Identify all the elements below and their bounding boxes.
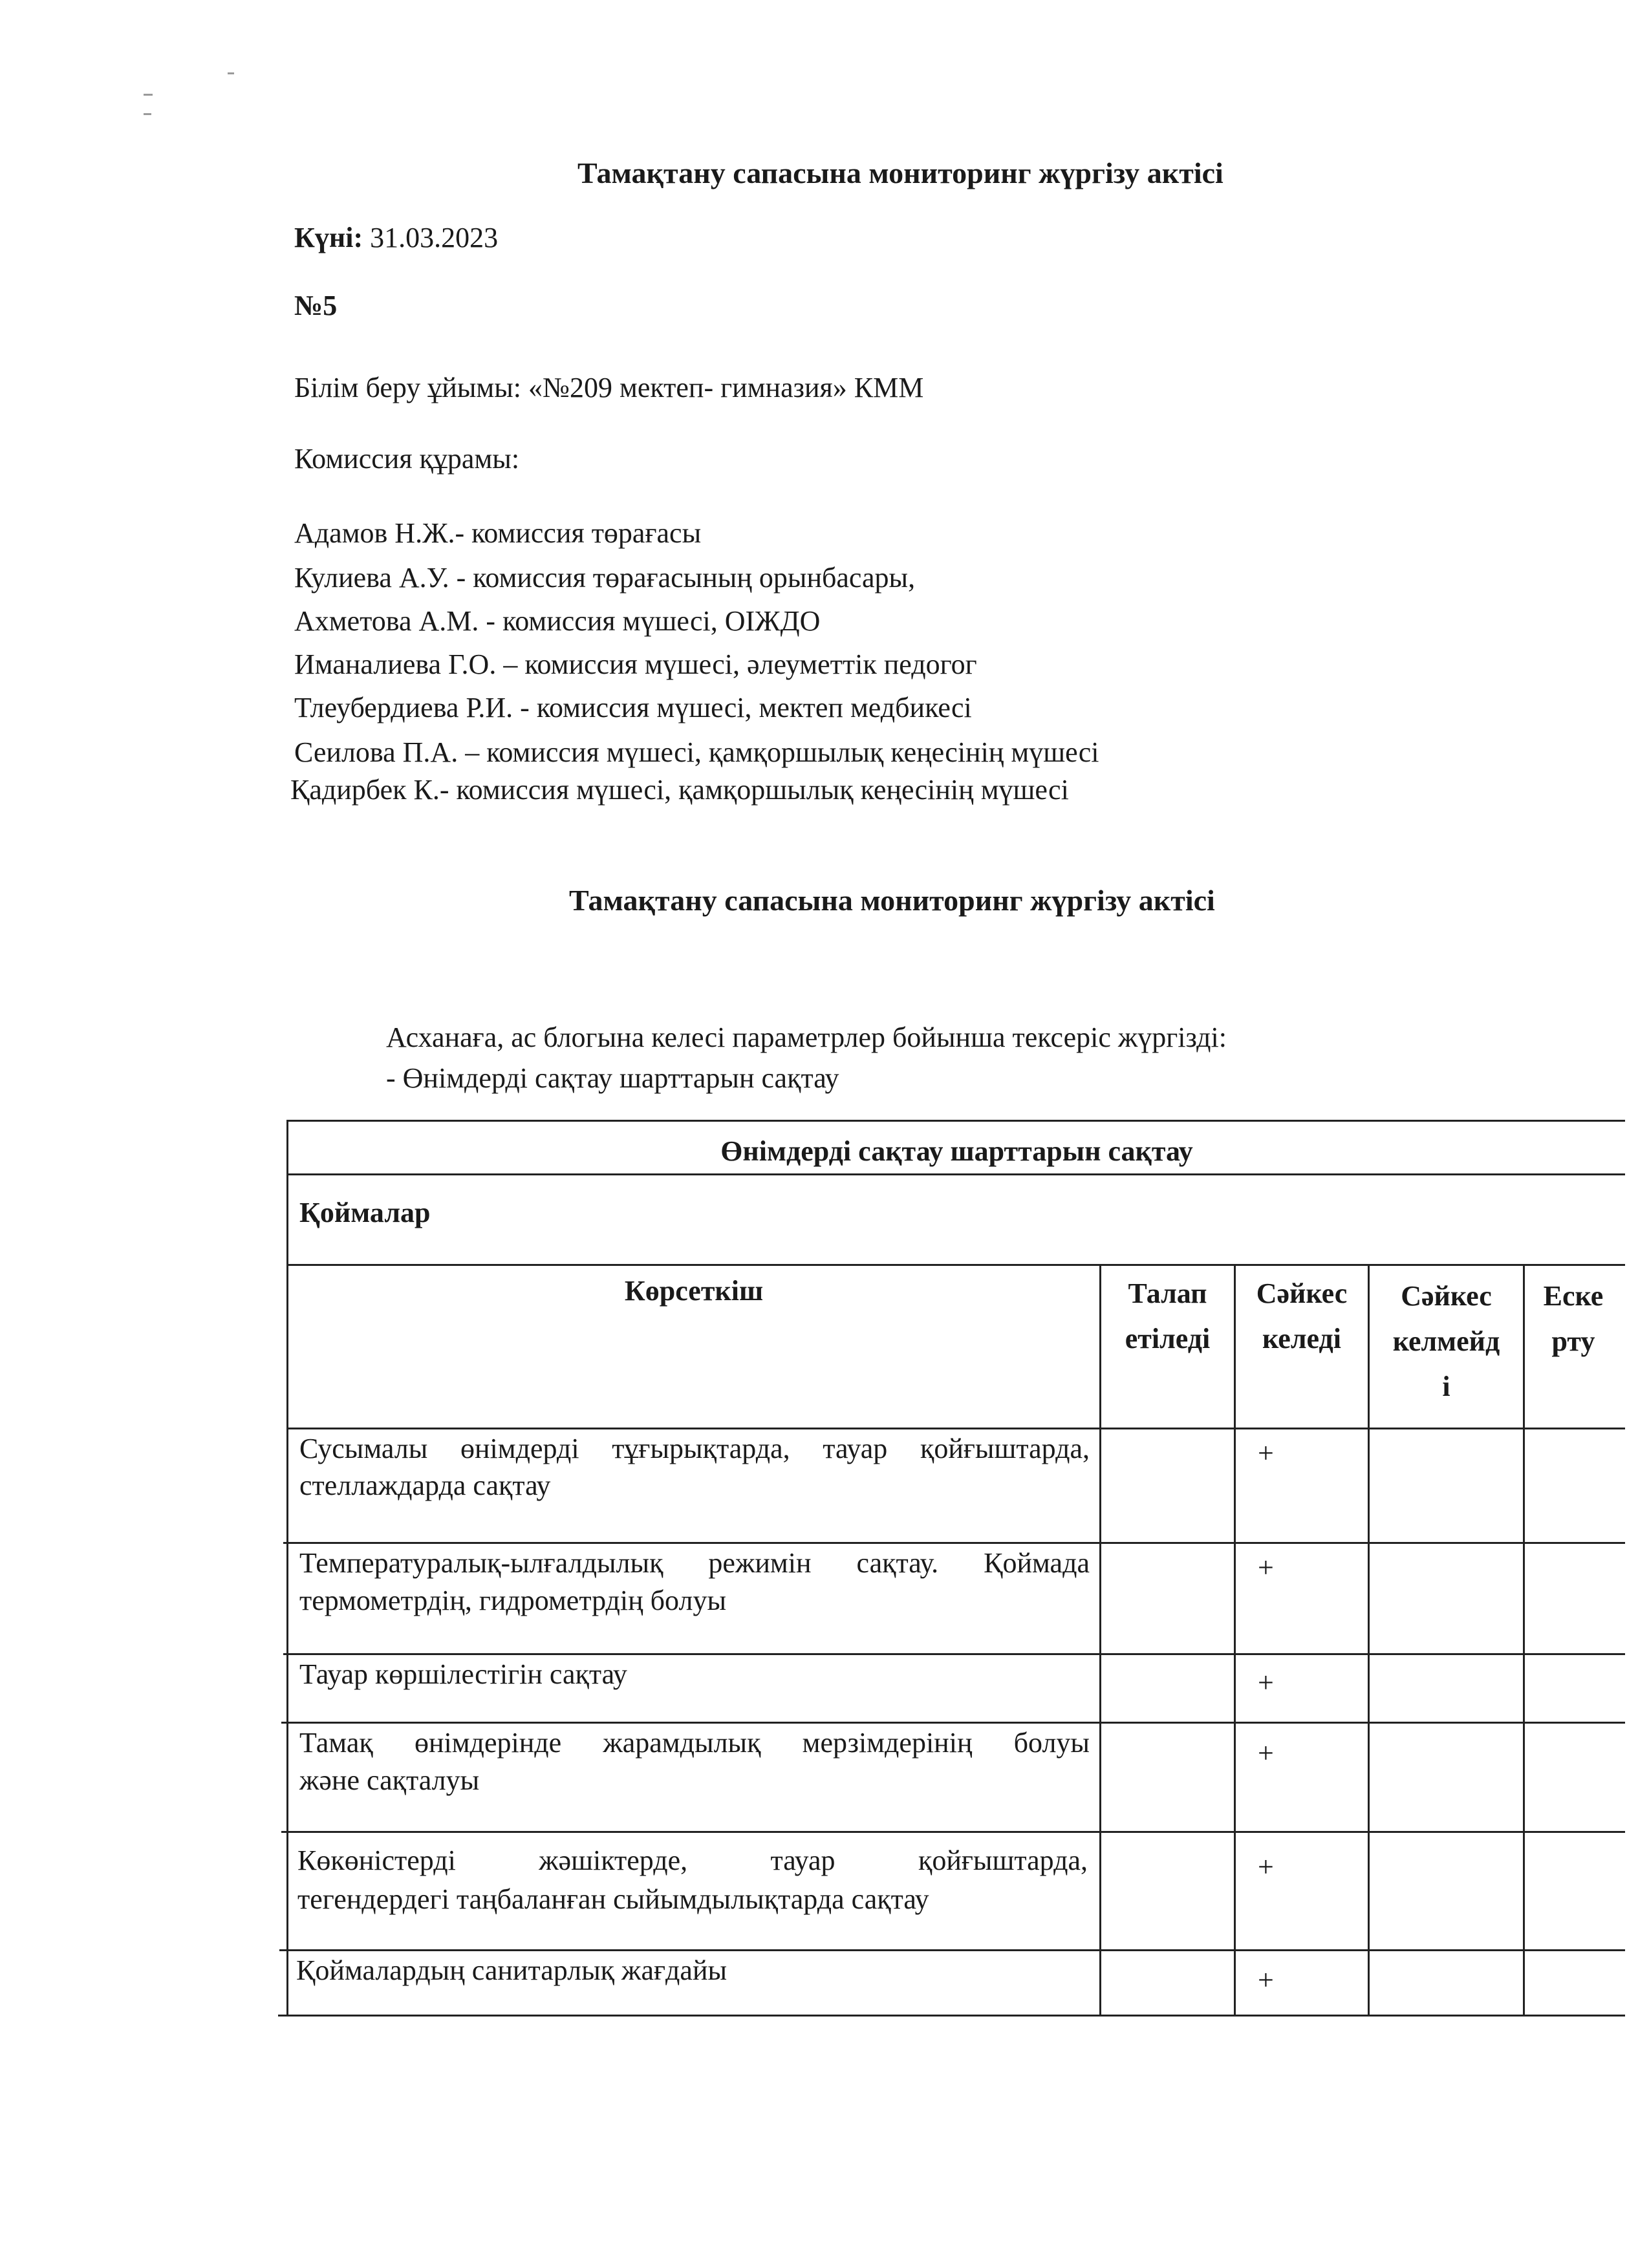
compliant-mark: + (1258, 1667, 1274, 1698)
date-label: Күні: (294, 222, 363, 253)
intro-line: - Өнімдерді сақтау шарттарын сақтау (386, 1062, 839, 1094)
document-number: №5 (294, 290, 338, 321)
indicator-text: тегендердегі таңбаланған сыйымдылықтарда сақтау (297, 1883, 929, 1915)
column-header-text: Сәйкес (1401, 1280, 1492, 1312)
table-section: Қоймалар (299, 1197, 431, 1228)
table-line (279, 1949, 1625, 1951)
compliant-mark: + (1258, 1851, 1274, 1883)
commission-member: Қадирбек К.- комиссия мүшесі, қамқоршылық кеңесінің мүшесі (290, 774, 1069, 806)
column-header-text: Сәйкес (1256, 1278, 1348, 1309)
column-header-text: рту (1551, 1325, 1595, 1357)
column-header-text: етіледі (1125, 1323, 1211, 1354)
commission-member: Иманалиева Г.О. – комиссия мүшесі, әлеуметтік педогог (294, 648, 977, 680)
indicator-text: Сусымалы өнімдерді тұғырықтарда, тауар қойғыштарда, (299, 1433, 1090, 1464)
column-header-note (1525, 1274, 1622, 1364)
table-line (281, 1722, 1625, 1724)
column-header-required (1101, 1271, 1234, 1362)
compliant-mark: + (1258, 1964, 1274, 1996)
indicator-text: Тамақ өнімдерінде жарамдылық мерзімдерінің болуы (299, 1727, 1090, 1759)
table-line (1234, 1264, 1236, 2017)
column-header-text: Талап (1128, 1278, 1207, 1309)
column-header-text: і (1442, 1371, 1450, 1402)
commission-member: Ахметова А.М. - комиссия мүшесі, ОІЖДО (294, 605, 821, 637)
indicator-text: Тауар көршілестігін сақтау (299, 1658, 627, 1690)
indicator-text: және сақталуы (299, 1764, 480, 1796)
date-value: 31.03.2023 (370, 222, 499, 253)
indicator-text: Температуралық-ылғалдылық режимін сақтау. Қоймада (299, 1547, 1090, 1579)
indicator-text: Көкөністерді жәшіктерде, тауар қойғыштарда, (297, 1845, 1088, 1876)
table-line (286, 1264, 1625, 1266)
indicator-text: стеллаждарда сақтау (299, 1470, 551, 1501)
commission-member: Адамов Н.Ж.- комиссия төрағасы (294, 517, 702, 549)
column-header-text: келмейд (1392, 1325, 1500, 1357)
commission-label: Комиссия құрамы: (294, 443, 520, 475)
scan-speck (228, 72, 234, 74)
table-line (283, 1653, 1625, 1655)
table-line (286, 1428, 1625, 1429)
commission-member: Тлеубердиева Р.И. - комиссия мүшесі, мектеп медбикесі (294, 692, 972, 723)
indicator-text: Қоймалардың санитарлық жағдайы (296, 1954, 727, 1986)
table-line (281, 1831, 1625, 1833)
table-line (1099, 1264, 1101, 2017)
table-line (1523, 1264, 1525, 2017)
commission-member: Кулиева А.У. - комиссия төрағасының орынбасары, (294, 562, 916, 594)
compliant-mark: + (1258, 1737, 1274, 1769)
scan-speck (144, 113, 151, 115)
column-header-noncompliant (1370, 1274, 1523, 1409)
commission-member: Сеилова П.А. – комиссия мүшесі, қамқоршылық кеңесінің мүшесі (294, 736, 1099, 768)
organization-line: Білім беру ұйымы: «№209 мектеп- гимназия» КММ (294, 372, 924, 403)
intro-line: Асханаға, ас блогына келесі параметрлер бойынша тексеріс жүргізді: (386, 1022, 1227, 1053)
column-header-compliant (1236, 1271, 1368, 1362)
table-line (286, 1120, 1625, 1122)
indicator-text: термометрдің, гидрометрдің болуы (299, 1585, 726, 1616)
table-line (283, 1542, 1625, 1544)
compliant-mark: + (1258, 1437, 1274, 1469)
scan-speck (144, 94, 153, 96)
column-header-text: келеді (1262, 1323, 1341, 1354)
column-header-indicator: Көрсеткіш (624, 1275, 764, 1307)
column-header-text: Еске (1543, 1280, 1604, 1312)
document-title: Тамақтану сапасына мониторинг жүргізу актісі (577, 156, 1223, 189)
compliant-mark: + (1258, 1552, 1274, 1583)
table-caption: Өнімдерді сақтау шарттарын сақтау (720, 1135, 1193, 1167)
document-title-repeat: Тамақтану сапасына мониторинг жүргізу актісі (569, 884, 1215, 917)
table-line (286, 1120, 288, 2017)
date-line (294, 220, 498, 256)
table-line (278, 2015, 1625, 2017)
